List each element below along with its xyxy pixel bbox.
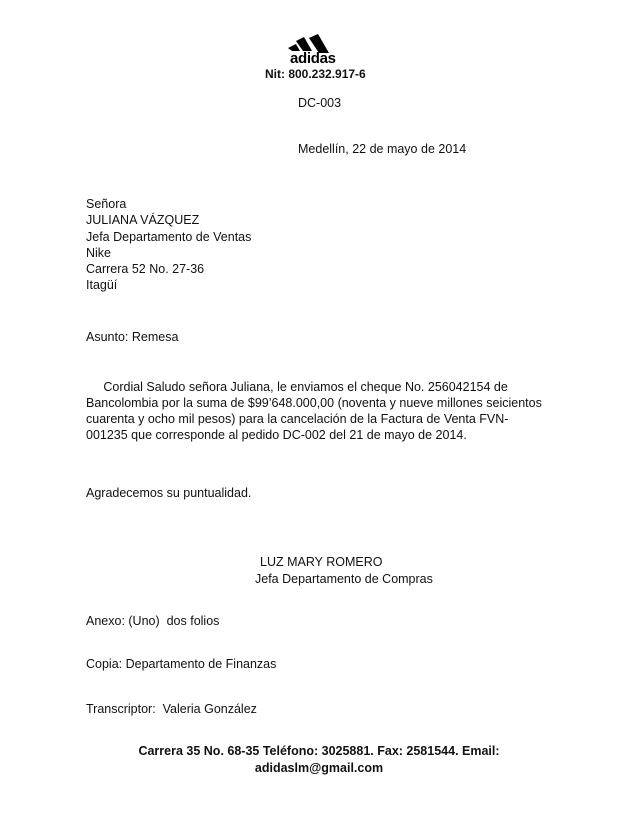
letter-date: Medellín, 22 de mayo de 2014 — [298, 142, 467, 156]
recipient-city: Itagüí — [86, 278, 118, 293]
brand-logo-text: adidas — [290, 50, 336, 67]
transcriber-note: Transcriptor: Valeria González — [86, 702, 257, 716]
footer-email: adidaslm@gmail.com — [254, 761, 384, 775]
body-line: 001235 que corresponde al pedido DC-002 del 21 de mayo de 2014. — [86, 428, 467, 442]
recipient-salutation: Señora — [86, 197, 127, 211]
body-line: Cordial Saludo señora Juliana, le enviamos el cheque No. 256042154 de — [86, 380, 508, 394]
recipient-name: JULIANA VÁZQUEZ — [86, 213, 200, 228]
body-line: cuarenta y ocho mil pesos) para la cancelación de la Factura de Venta FVN- — [86, 412, 509, 426]
letter-footer — [0, 743, 638, 777]
letter-subject: Asunto: Remesa — [86, 330, 179, 344]
letter-closing: Agradecemos su puntualidad. — [86, 486, 252, 500]
letter-body — [86, 379, 542, 443]
signature-name: LUZ MARY ROMERO — [260, 555, 383, 569]
body-line: Bancolombia por la suma de $99’648.000,00 (noventa y nueve millones seicientos — [86, 396, 542, 410]
document-code: DC-003 — [298, 96, 342, 110]
company-nit: Nit: 800.232.917-6 — [265, 67, 366, 81]
recipient-title: Jefa Departamento de Ventas — [86, 229, 252, 244]
recipient-company: Nike — [86, 245, 112, 260]
recipient-block — [86, 196, 251, 294]
recipient-address: Carrera 52 No. 27-36 — [86, 262, 205, 277]
annex-note: Anexo: (Uno) dos folios — [86, 614, 220, 628]
signature-title: Jefa Departamento de Compras — [255, 572, 433, 586]
copy-note: Copia: Departamento de Finanzas — [86, 657, 277, 671]
footer-address: Carrera 35 No. 68-35 Teléfono: 3025881. Fax: 2581544. Email: — [138, 744, 500, 758]
